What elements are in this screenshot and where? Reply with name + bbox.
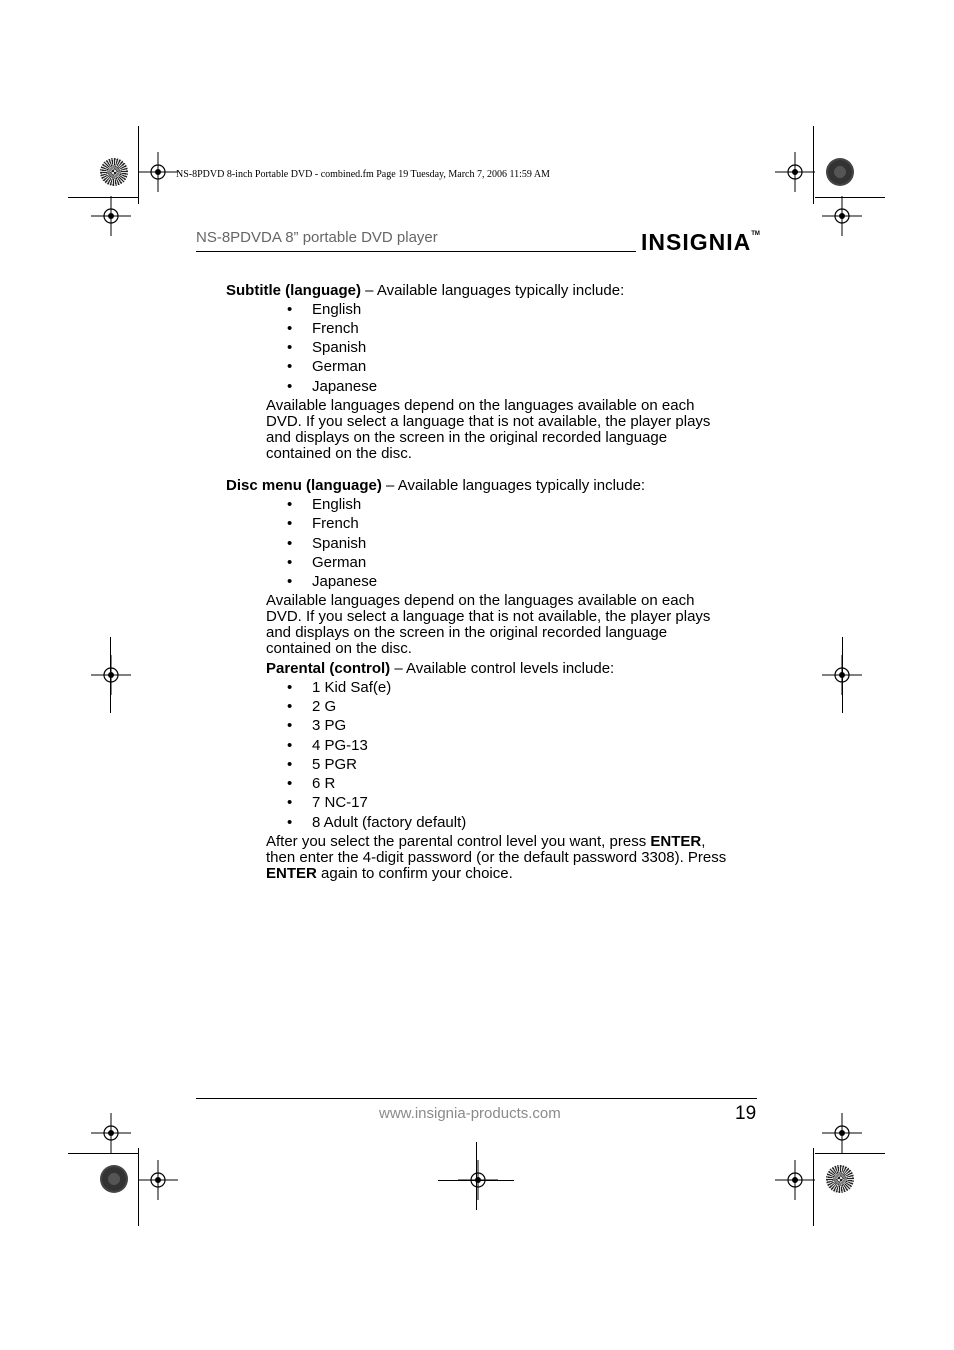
print-slug-line: NS-8PDVD 8-inch Portable DVD - combined.fm Page 19 Tuesday, March 7, 2006 11:59 AM: [176, 169, 550, 180]
insignia-logo: INSIGNIA™: [641, 229, 760, 255]
running-header-title: NS-8PDVDA 8” portable DVD player: [196, 229, 438, 246]
registration-target-icon: [91, 196, 131, 236]
list-item: • French: [287, 515, 359, 532]
parental-heading: Parental (control) – Available control levels include:: [266, 660, 615, 677]
registration-target-icon: [822, 196, 862, 236]
registration-target-icon: [138, 1160, 178, 1200]
crop-mark: [815, 1153, 885, 1154]
list-item: • French: [287, 320, 359, 337]
list-item: • English: [287, 496, 362, 513]
registration-target-icon: [775, 1160, 815, 1200]
registration-target-icon: [822, 1113, 862, 1153]
list-item: • Spanish: [287, 535, 367, 552]
list-item: • 4 PG-13: [287, 737, 368, 754]
list-item: • English: [287, 301, 362, 318]
list-item: • 1 Kid Saf(e): [287, 679, 392, 696]
list-item: • 3 PG: [287, 717, 347, 734]
footer-rule: [196, 1098, 757, 1099]
subtitle-heading: Subtitle (language) – Available languages typically include:: [226, 282, 625, 299]
registration-target-icon: [775, 152, 815, 192]
list-item: • 2 G: [287, 698, 337, 715]
disc-menu-note: Available languages depend on the languages available on each DVD. If you select a language that is not available, the player plays and displays on the screen in the original recorded language contained on the disc.: [266, 592, 711, 657]
list-item: • Japanese: [287, 378, 378, 395]
crop-mark: [110, 637, 111, 713]
list-item: • 5 PGR: [287, 756, 358, 773]
list-item: • Japanese: [287, 573, 378, 590]
subtitle-note: Available languages depend on the languages available on each DVD. If you select a language that is not available, the player plays and displays on the screen in the original recorded language contained on the disc.: [266, 397, 711, 462]
footer-url: www.insignia-products.com: [379, 1105, 561, 1122]
crop-mark: [68, 1153, 138, 1154]
list-item: • Spanish: [287, 339, 367, 356]
crop-mark: [842, 637, 843, 713]
header-rule: [196, 251, 636, 252]
list-item: • 6 R: [287, 775, 336, 792]
page-number: 19: [735, 1103, 757, 1124]
color-bullseye-icon: [100, 158, 128, 186]
crop-mark: [476, 1142, 477, 1210]
registration-target-icon: [91, 1113, 131, 1153]
registration-target-icon: [138, 152, 178, 192]
disc-menu-heading: Disc menu (language) – Available languages typically include:: [226, 477, 646, 494]
color-bullseye-icon: [100, 1165, 128, 1193]
color-bullseye-icon: [826, 1165, 854, 1193]
list-item: • German: [287, 554, 367, 571]
crop-mark: [438, 1180, 514, 1181]
registration-target-icon: [91, 655, 131, 695]
parental-note: After you select the parental control level you want, press ENTER, then enter the 4-digit password (or the default password 3308). Press ENTER again to confirm your choice.: [266, 833, 727, 882]
list-item: • 7 NC-17: [287, 794, 368, 811]
color-bullseye-icon: [826, 158, 854, 186]
list-item: • German: [287, 358, 367, 375]
list-item: • 8 Adult (factory default): [287, 814, 467, 831]
